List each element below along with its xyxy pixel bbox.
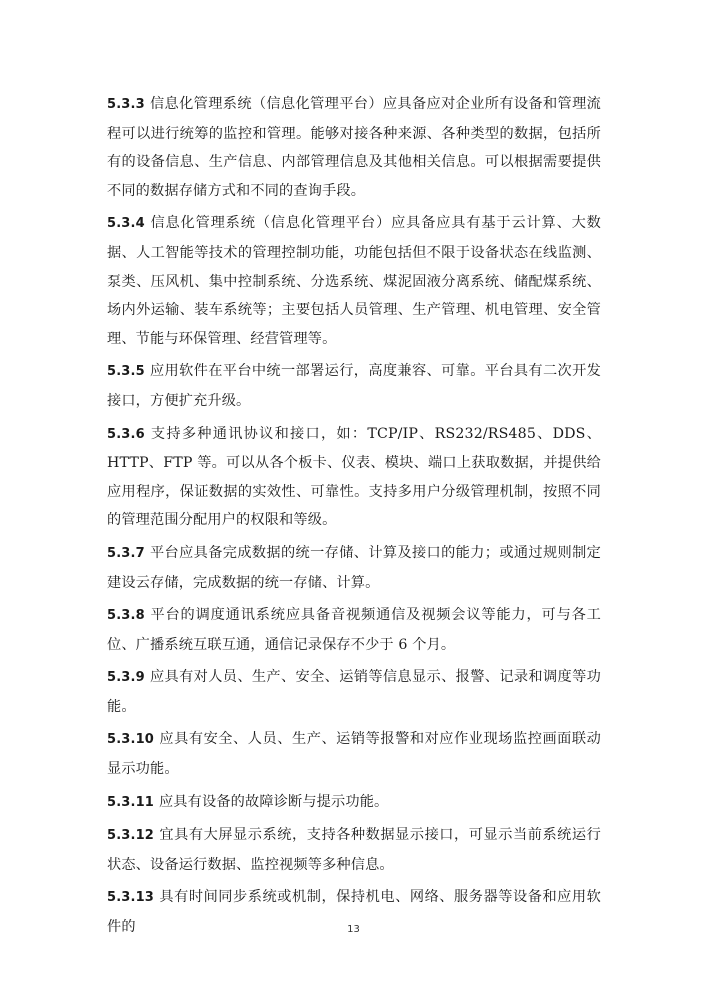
clause-text: 具有时间同步系统或机制，保持机电、网络、服务器等设备和应用软件的 xyxy=(107,889,601,936)
clause-5-3-7 xyxy=(107,539,601,597)
clause-5-3-12 xyxy=(107,821,601,879)
clause-text: 应具有设备的故障诊断与提示功能。 xyxy=(158,793,389,810)
clause-number: 5.3.6 xyxy=(107,426,145,442)
clause-number: 5.3.11 xyxy=(107,794,154,810)
clause-5-3-5 xyxy=(107,357,601,415)
clause-5-3-4 xyxy=(107,209,601,353)
clause-number: 5.3.9 xyxy=(107,670,145,686)
clause-text: 平台应具备完成数据的统一存储、计算及接口的能力；或通过规则制定建设云存储，完成数据的统一存储、计算。 xyxy=(107,544,601,591)
clause-text: 平台的调度通讯系统应具备音视频通信及视频会议等能力，可与各工位、广播系统互联互通，通信记录保存不少于 6 个月。 xyxy=(107,607,601,653)
clause-5-3-8 xyxy=(107,601,601,659)
clause-5-3-10 xyxy=(107,725,601,783)
clause-text: 应具有安全、人员、生产、运销等报警和对应作业现场监控画面联动显示功能。 xyxy=(107,731,601,778)
clause-5-3-9 xyxy=(107,663,601,721)
clause-text: 应用软件在平台中统一部署运行，高度兼容、可靠。平台具有二次开发接口，方便扩充升级。 xyxy=(107,363,601,409)
clause-list xyxy=(107,90,601,946)
clause-number: 5.3.5 xyxy=(107,364,145,380)
clause-number: 5.3.10 xyxy=(107,732,154,748)
page-number: 13 xyxy=(347,924,360,935)
clause-number: 5.3.8 xyxy=(107,608,145,624)
clause-number: 5.3.13 xyxy=(107,890,154,906)
clause-text: 信息化管理系统（信息化管理平台）应具备应对企业所有设备和管理流程可以进行统筹的监控和管理。能够对接各种来源、各种类型的数据，包括所有的设备信息、生产信息、内部管理信息及其他相关信息。可以根据需要提供不同的数据存储方式和不同的查询手段。 xyxy=(107,96,601,199)
clause-text: 应具有对人员、生产、安全、运销等信息显示、报警、记录和调度等功能。 xyxy=(107,669,601,715)
clause-5-3-3 xyxy=(107,90,601,205)
clause-text: 信息化管理系统（信息化管理平台）应具备应具有基于云计算、大数据、人工智能等技术的管理控制功能，功能包括但不限于设备状态在线监测、泵类、压风机、集中控制系统、分选系统、煤泥固液分离系统、储配煤系统、场内外运输、装车系统等；主要包括人员管理、生产管理、机电管理、安全管理、节能与环保管理、经营管理等。 xyxy=(107,215,601,347)
clause-text: 支持多种通讯协议和接口，如：TCP/IP、RS232/RS485、DDS、HTTP、FTP 等。可以从各个板卡、仪表、模块、端口上获取数据，并提供给应用程序，保证数据的实效性、可靠性。支持多用户分级管理机制，按照不同的管理范围分配用户的权限和等级。 xyxy=(107,425,601,529)
clause-number: 5.3.7 xyxy=(107,545,145,561)
clause-number: 5.3.3 xyxy=(107,97,145,112)
clause-5-3-11 xyxy=(107,788,601,818)
clause-number: 5.3.4 xyxy=(107,216,145,232)
clause-5-3-6 xyxy=(107,420,601,535)
clause-number: 5.3.12 xyxy=(107,828,154,844)
clause-text: 宜具有大屏显示系统，支持各种数据显示接口，可显示当前系统运行状态、设备运行数据、监控视频等多种信息。 xyxy=(107,827,601,873)
